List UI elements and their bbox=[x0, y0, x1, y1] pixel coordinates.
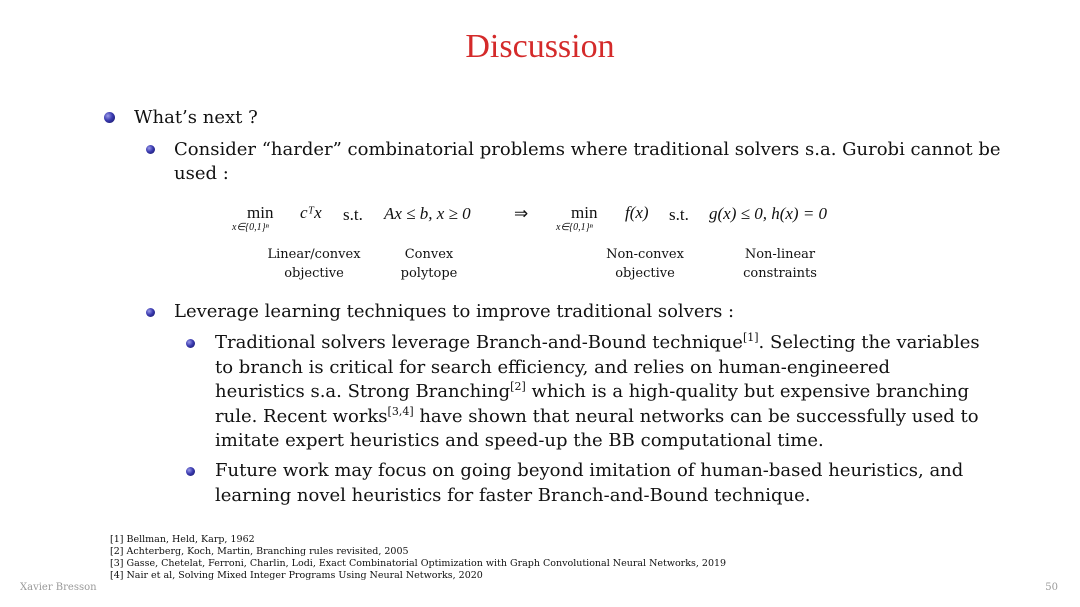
formula-right-objective: f(x) bbox=[625, 203, 649, 222]
sub-bullet-marker bbox=[146, 308, 155, 317]
page-number: 50 bbox=[1045, 582, 1058, 593]
formula-left-domain: x∈{0,1}ⁿ bbox=[232, 222, 269, 233]
formula-left-objective: cᵀx bbox=[300, 203, 322, 222]
sub-bullet-leverage-learning: Leverage learning techniques to improve traditional solvers : bbox=[174, 301, 735, 322]
formula-right-min: min bbox=[571, 203, 598, 222]
sub-bullet-harder-problems-line1: Consider “harder” combinatorial problems where traditional solvers s.a. Gurobi cannot be bbox=[174, 139, 1001, 160]
formula-left-st: s.t. bbox=[343, 205, 363, 224]
bullet-whats-next: What’s next ? bbox=[134, 107, 258, 128]
citation-2: [2] bbox=[510, 380, 526, 393]
formula-right-domain: x∈{0,1}ⁿ bbox=[556, 222, 593, 233]
formula-left-constraints: Ax ≤ b, x ≥ 0 bbox=[384, 204, 471, 223]
label-non-convex-objective: Non-convex objective bbox=[606, 247, 684, 281]
subsub-bullet-marker bbox=[186, 339, 195, 348]
subsub-bullet-future-work: Future work may focus on going beyond imitation of human-based heuristics, and learning novel heuristics for faster Branch-and-Bound technique. bbox=[215, 460, 964, 506]
reference-4: [4] Nair et al, Solving Mixed Integer Programs Using Neural Networks, 2020 bbox=[110, 570, 483, 581]
bullet-marker bbox=[104, 112, 115, 123]
citation-1: [1] bbox=[742, 331, 759, 344]
subsub-bullet-branch-and-bound: Traditional solvers leverage Branch-and-Bound technique[1]. Selecting the variables to branch is critical for search efficiency, and relies on human-engineered heuristics s.a. Strong Branching[2] which is a high-quality but expensive branching rule. Recent works[3,4] have shown that neural networks can be successfully used to imitate expert heuristics and speed-up the BB computational time. bbox=[215, 331, 980, 451]
citation-3-4: [3,4] bbox=[387, 404, 414, 418]
label-non-linear-constraints: Non-linear constraints bbox=[743, 247, 817, 281]
label-linear-convex-objective: Linear/convex objective bbox=[267, 247, 361, 281]
formula-right-constraints: g(x) ≤ 0, h(x) = 0 bbox=[709, 204, 828, 223]
reference-3: [3] Gasse, Chetelat, Ferroni, Charlin, Lodi, Exact Combinatorial Optimization with Graph Convolutional Neural Networks, 2019 bbox=[110, 558, 727, 569]
slide-title: Discussion bbox=[465, 28, 615, 65]
reference-1: [1] Bellman, Held, Karp, 1962 bbox=[110, 534, 255, 545]
formula-right-st: s.t. bbox=[669, 205, 689, 224]
sub-bullet-marker bbox=[146, 145, 155, 154]
footer-author: Xavier Bresson bbox=[20, 582, 97, 593]
formula-left-min: min bbox=[247, 203, 274, 222]
sub-bullet-harder-problems-line2: used : bbox=[174, 163, 229, 184]
label-convex-polytope: Convex polytope bbox=[400, 247, 458, 281]
implies-arrow: ⇒ bbox=[514, 204, 529, 223]
reference-2: [2] Achterberg, Koch, Martin, Branching rules revisited, 2005 bbox=[110, 546, 409, 557]
subsub-bullet-marker bbox=[186, 467, 195, 476]
